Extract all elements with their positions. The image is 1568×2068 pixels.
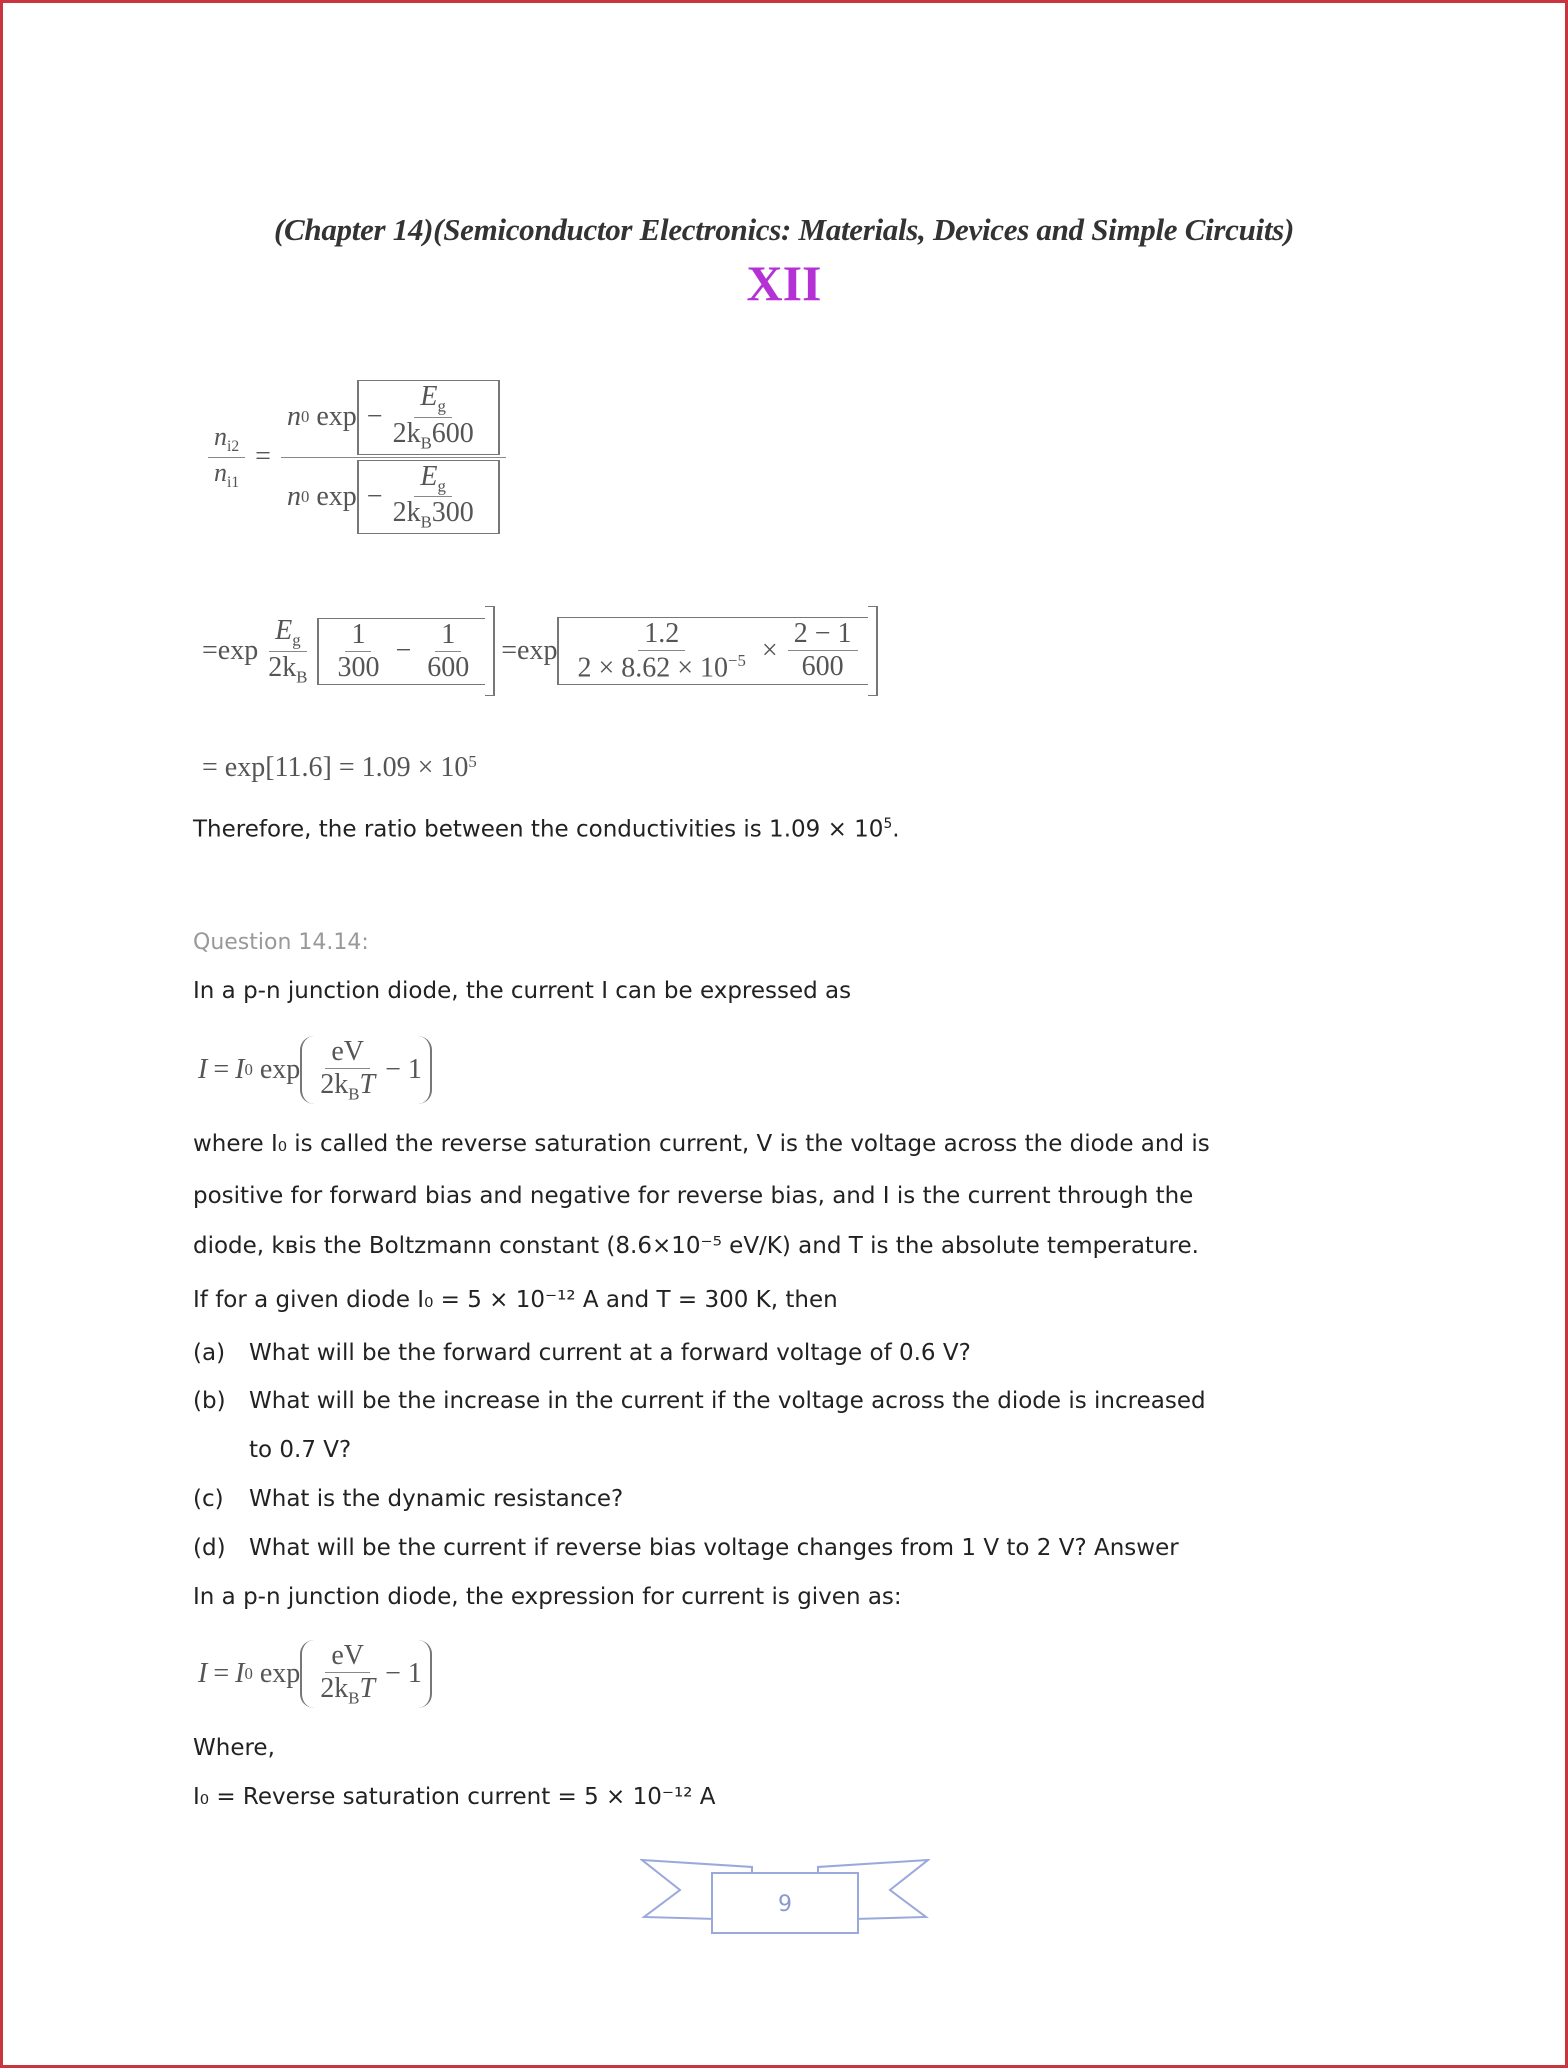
paragraph-line: diode, kʙis the Boltzmann constant (8.6×10⁻⁵ eV/K) and T is the absolute temperature. [193, 1233, 1199, 1259]
question-part-a: (a) What will be the forward current at a forward voltage of 0.6 V? [193, 1340, 971, 1366]
answer-where: Where, [193, 1735, 275, 1761]
page-number: 9 [778, 1892, 792, 1917]
question-label: Question 14.14: [193, 930, 369, 955]
paragraph-line: where I₀ is called the reverse saturation current, V is the voltage across the diode and is [193, 1131, 1210, 1157]
conclusion-text: Therefore, the ratio between the conductivities is $1.09 \times 10^5$. [193, 816, 900, 843]
equation-exp-expansion: = exp $\frac{E_g}{2k_B}$ $\frac{1}{300}$ − $\frac{1}{600}$ = exp $\frac{1.2}{2 \times 8.62 \times 10^{-5}}$ × $\frac{2 - 1}{600}$ [202, 606, 878, 696]
answer-current-formula: I = I 0 exp $\frac{eV}{2k_BT}$ − 1 [198, 1632, 432, 1716]
equation-ratio: $\frac{n_{i2}}{n_{i1}}$ = n 0 exp − $\frac{E_g}{2k_B600}$ n 0 exp − $\frac{E_g}{2k_B300}$ [204, 367, 510, 547]
question-part-b: (b) What will be the increase in the current if the voltage across the diode is increased [193, 1388, 1206, 1414]
chapter-title: (Chapter 14)(Semiconductor Electronics: Materials, Devices and Simple Circuits) [274, 212, 1294, 247]
question-part-b-cont: to 0.7 V? [249, 1437, 352, 1463]
diode-current-formula: I = I 0 exp $\frac{eV}{2k_BT}$ − 1 [198, 1028, 432, 1112]
paragraph-line: If for a given diode I₀ = 5 × 10⁻¹² A and T = 300 K, then [193, 1287, 838, 1313]
answer-i0-line: I₀ = Reverse saturation current = 5 × 10⁻¹² A [193, 1784, 716, 1810]
question-part-d: (d) What will be the current if reverse bias voltage changes from 1 V to 2 V? Answer [193, 1535, 1179, 1561]
paragraph-line: positive for forward bias and negative for reverse bias, and I is the current through the [193, 1183, 1194, 1209]
question-part-c: (c) What is the dynamic resistance? [193, 1486, 624, 1512]
class-label: XII [746, 255, 822, 311]
answer-intro: In a p-n junction diode, the expression for current is given as: [193, 1584, 902, 1610]
equation-result: = exp[11.6] = 1.09 × 10 $^5$ [202, 752, 477, 783]
question-intro: In a p-n junction diode, the current I can be expressed as [193, 978, 852, 1004]
